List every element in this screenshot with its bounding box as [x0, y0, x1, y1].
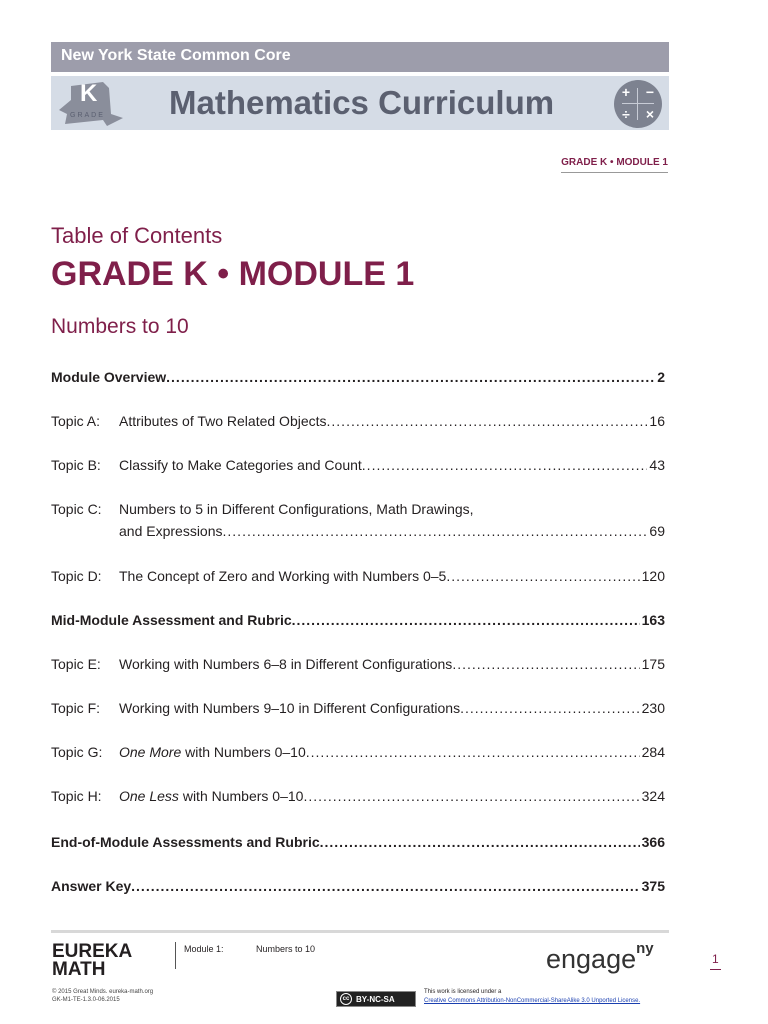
entry-page: 120 — [641, 568, 665, 584]
toc-label: Table of Contents — [51, 223, 223, 248]
copyright-text: © 2015 Great Minds. eureka-math.org — [52, 989, 154, 995]
toc-entry[interactable] — [51, 787, 665, 805]
license-link[interactable]: Creative Commons Attribution-NonCommercial-ShareAlike 3.0 Unported License. — [424, 998, 641, 1004]
entry-topic: Topic C: — [51, 501, 102, 517]
entry-title: with Numbers 0–10 — [178, 788, 304, 804]
entry-topic: Topic G: — [51, 744, 103, 760]
footer-module-name: Numbers to 10 — [256, 944, 316, 954]
header-bar — [51, 42, 669, 72]
entry-topic: Topic H: — [51, 788, 102, 804]
entry-page: 366 — [641, 834, 665, 850]
banner — [51, 76, 669, 130]
license-text — [424, 988, 640, 1006]
page-title: GRADE K • MODULE 1 — [51, 255, 415, 293]
module-tag: GRADE K • MODULE 1 — [561, 157, 668, 173]
footer-module: Module 1: — [184, 944, 224, 954]
curriculum-title: Mathematics Curriculum — [169, 84, 555, 121]
toc-entry[interactable] — [51, 743, 665, 761]
toc-entry[interactable] — [51, 699, 665, 717]
logo-line-1: EUREKA — [52, 941, 133, 962]
entry-title: Answer Key — [51, 878, 132, 894]
toc-entry[interactable] — [51, 567, 665, 585]
footer-divider — [51, 930, 669, 933]
entry-title: with Numbers 0–10 — [181, 744, 306, 760]
entry-topic: Topic A: — [51, 413, 101, 429]
cc-license-badge — [336, 991, 416, 1007]
entry-page: 230 — [641, 700, 665, 716]
toc-entry[interactable] — [51, 877, 665, 895]
entry-page: 163 — [641, 612, 665, 628]
license-intro: This work is licensed under a — [424, 989, 502, 995]
footer-separator — [175, 942, 176, 969]
page-number: 1 — [710, 952, 721, 970]
entry-title: Working with Numbers 6–8 in Different Configurations — [119, 656, 453, 672]
entry-emphasis: One More — [119, 744, 182, 760]
logo-line-2: MATH — [52, 959, 106, 980]
entry-title: Mid-Module Assessment and Rubric — [51, 612, 292, 628]
entry-page: 175 — [641, 656, 665, 672]
entry-topic: Topic D: — [51, 568, 102, 584]
entry-title: Working with Numbers 9–10 in Different Configurations — [119, 700, 461, 716]
entry-topic: Topic F: — [51, 700, 101, 716]
state-title: New York State Common Core — [61, 47, 291, 64]
entry-title: Attributes of Two Related Objects — [119, 413, 327, 429]
toc-entry[interactable] — [51, 368, 665, 386]
toc-entry[interactable] — [51, 833, 665, 851]
grade-letter: K — [80, 80, 98, 107]
toc-entry[interactable] — [51, 500, 665, 518]
engageny-logo — [546, 940, 654, 975]
entry-page: 284 — [641, 744, 665, 760]
entry-page: 324 — [641, 788, 665, 804]
entry-topic: Topic E: — [51, 656, 101, 672]
copyright — [52, 988, 153, 1004]
entry-title: Classify to Make Categories and Count — [119, 457, 362, 473]
document-code: GK-M1-TE-1.3.0-06.2015 — [52, 997, 120, 1003]
eureka-math-logo — [52, 943, 132, 979]
entry-page: 43 — [649, 457, 665, 473]
entry-page: 69 — [649, 523, 665, 539]
entry-page: 16 — [649, 413, 665, 429]
entry-topic: Topic B: — [51, 457, 101, 473]
toc-entry[interactable] — [51, 655, 665, 673]
cc-icon: cc — [340, 993, 352, 1005]
ny-text: ny — [636, 940, 654, 957]
toc-entry[interactable] — [51, 412, 665, 430]
entry-title: Numbers to 5 in Different Configurations, Math Drawings, — [119, 501, 474, 517]
subtitle: Numbers to 10 — [51, 315, 189, 338]
entry-title: The Concept of Zero and Working with Numbers 0–5 — [119, 568, 447, 584]
minus-icon: − — [645, 84, 655, 100]
toc-entry-continued[interactable] — [51, 522, 665, 540]
toc-entry[interactable] — [51, 611, 665, 629]
math-operations-icon — [614, 80, 662, 128]
entry-page: 375 — [641, 878, 665, 894]
divide-icon: ÷ — [622, 106, 630, 122]
plus-icon: + — [621, 84, 631, 100]
entry-title: and Expressions — [119, 523, 223, 539]
entry-title: Module Overview — [51, 369, 167, 385]
times-icon: × — [645, 106, 655, 122]
cc-type: BY-NC-SA — [356, 994, 395, 1004]
toc-entry[interactable] — [51, 456, 665, 474]
entry-emphasis: One Less — [119, 788, 179, 804]
entry-page: 2 — [657, 369, 665, 385]
entry-title: End-of-Module Assessments and Rubric — [51, 834, 320, 850]
grade-word: GRADE — [70, 112, 105, 119]
engage-text: engage — [546, 944, 637, 974]
